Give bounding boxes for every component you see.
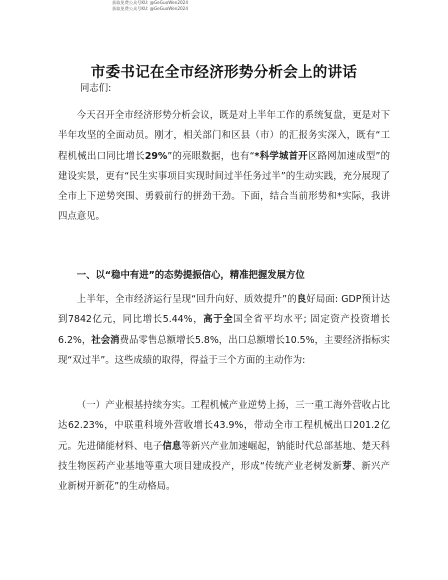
p3-text-g: 201.2 xyxy=(353,420,381,432)
p2-text-b: 良 xyxy=(296,294,307,305)
p2-text-i: ， xyxy=(192,314,204,326)
p2-text-f: 7842 xyxy=(68,314,92,326)
p2-text-t: ，主要经济指标实现“双过半”。这些成绩的取得，得益于三个方面的主动作为: xyxy=(58,334,390,366)
paragraph-industrial-base xyxy=(58,396,390,497)
paragraph-intro xyxy=(58,106,390,228)
p2-text-c: 好局面: xyxy=(306,294,342,305)
section-heading-1: 一、以“稳中有进”的态势提振信心，精准把握发展方位 xyxy=(76,270,305,281)
p3-text-i: 信息 xyxy=(162,440,182,452)
p2-text-n: 社会消 xyxy=(91,334,120,346)
p3-text-h: 亿元。先进储能材料、电子 xyxy=(58,420,390,452)
p3-text-l: 、新兴产业新树开新花”的生动格局。 xyxy=(58,460,390,493)
p2-text-d: GDP xyxy=(341,294,362,305)
p2-text-p: 总额增长 xyxy=(157,334,195,346)
paragraph-intro-text-e: 区路网加速成型”的建设实景，更有“民生实事项目实现时间过半任务过半”的生动实践，充分展现了全市上下逆势突围、勇毅前行的拼劲干劲。下面，结合当前形势和*实际，我讲四点意见。 xyxy=(58,150,391,223)
p3-text-j: 等新兴产业加速崛起，钠能时代总部基地、楚天科技生物医药产业基地等重大项目建成投产，形成“传统产业老树发新 xyxy=(58,440,390,472)
p3-text-d: 43.9 xyxy=(213,420,235,432)
p2-text-a: 上半年，全市经济运行呈现“回升向好、质效提升”的 xyxy=(76,294,297,305)
paragraph-first-half-results xyxy=(58,290,390,371)
p2-text-e: 预计达到 xyxy=(58,294,390,326)
paragraph-intro-text-d: *科学城首开 xyxy=(254,150,308,162)
p3-text-k: 芽 xyxy=(342,460,352,472)
p2-text-o: 费品零售 xyxy=(119,334,158,346)
p3-text-a: （一）产业根基持续夯实。工程机械产业逆势上扬，三一重工海外营收占比达 xyxy=(58,400,390,432)
document-title: 市委书记在全市经济形势分析会上的讲话 xyxy=(90,65,358,81)
p2-text-j: 高于全 xyxy=(203,314,234,326)
paragraph-intro-text-a: 今天召开全市经济形势分析会议，既是对上半年工作的系统复盘，更是对下半年攻坚的全面动员。刚才，相关部门和区县（市）的汇报务实深入，既有“工程机械出口同比增长 xyxy=(58,110,390,162)
p2-text-q: 5.8% xyxy=(194,334,219,346)
watermark-line-2: 获取免费公众号KU: @GeGuoWen2024 xyxy=(112,6,189,11)
watermark-line-1: 获取免费公众号KU: @GeGuoWen2024 xyxy=(112,0,189,5)
p3-text-e: % xyxy=(234,420,244,432)
p2-text-h: 5.44% xyxy=(162,314,193,326)
p2-text-g: 亿元，同比增长 xyxy=(91,314,163,326)
salutation: 同志们: xyxy=(80,83,112,94)
paragraph-intro-text-c: ”的亮眼数据，也有“ xyxy=(167,150,255,162)
p2-text-s: 10.5% xyxy=(284,334,315,346)
p3-text-c: ，中联重科境外营收增长 xyxy=(103,420,214,432)
p2-text-k: 国全省平均水平; 固定资产投资增长 xyxy=(233,314,390,326)
p2-text-l: 6.2% xyxy=(58,334,82,346)
paragraph-intro-text-b: 29% xyxy=(144,150,168,162)
p2-text-m: ， xyxy=(81,334,92,346)
p2-text-r: ，出口总额增长 xyxy=(218,334,285,346)
p3-text-f: ，带动全市工程机械出口 xyxy=(243,420,354,432)
p3-text-b: 62.23% xyxy=(67,420,104,432)
